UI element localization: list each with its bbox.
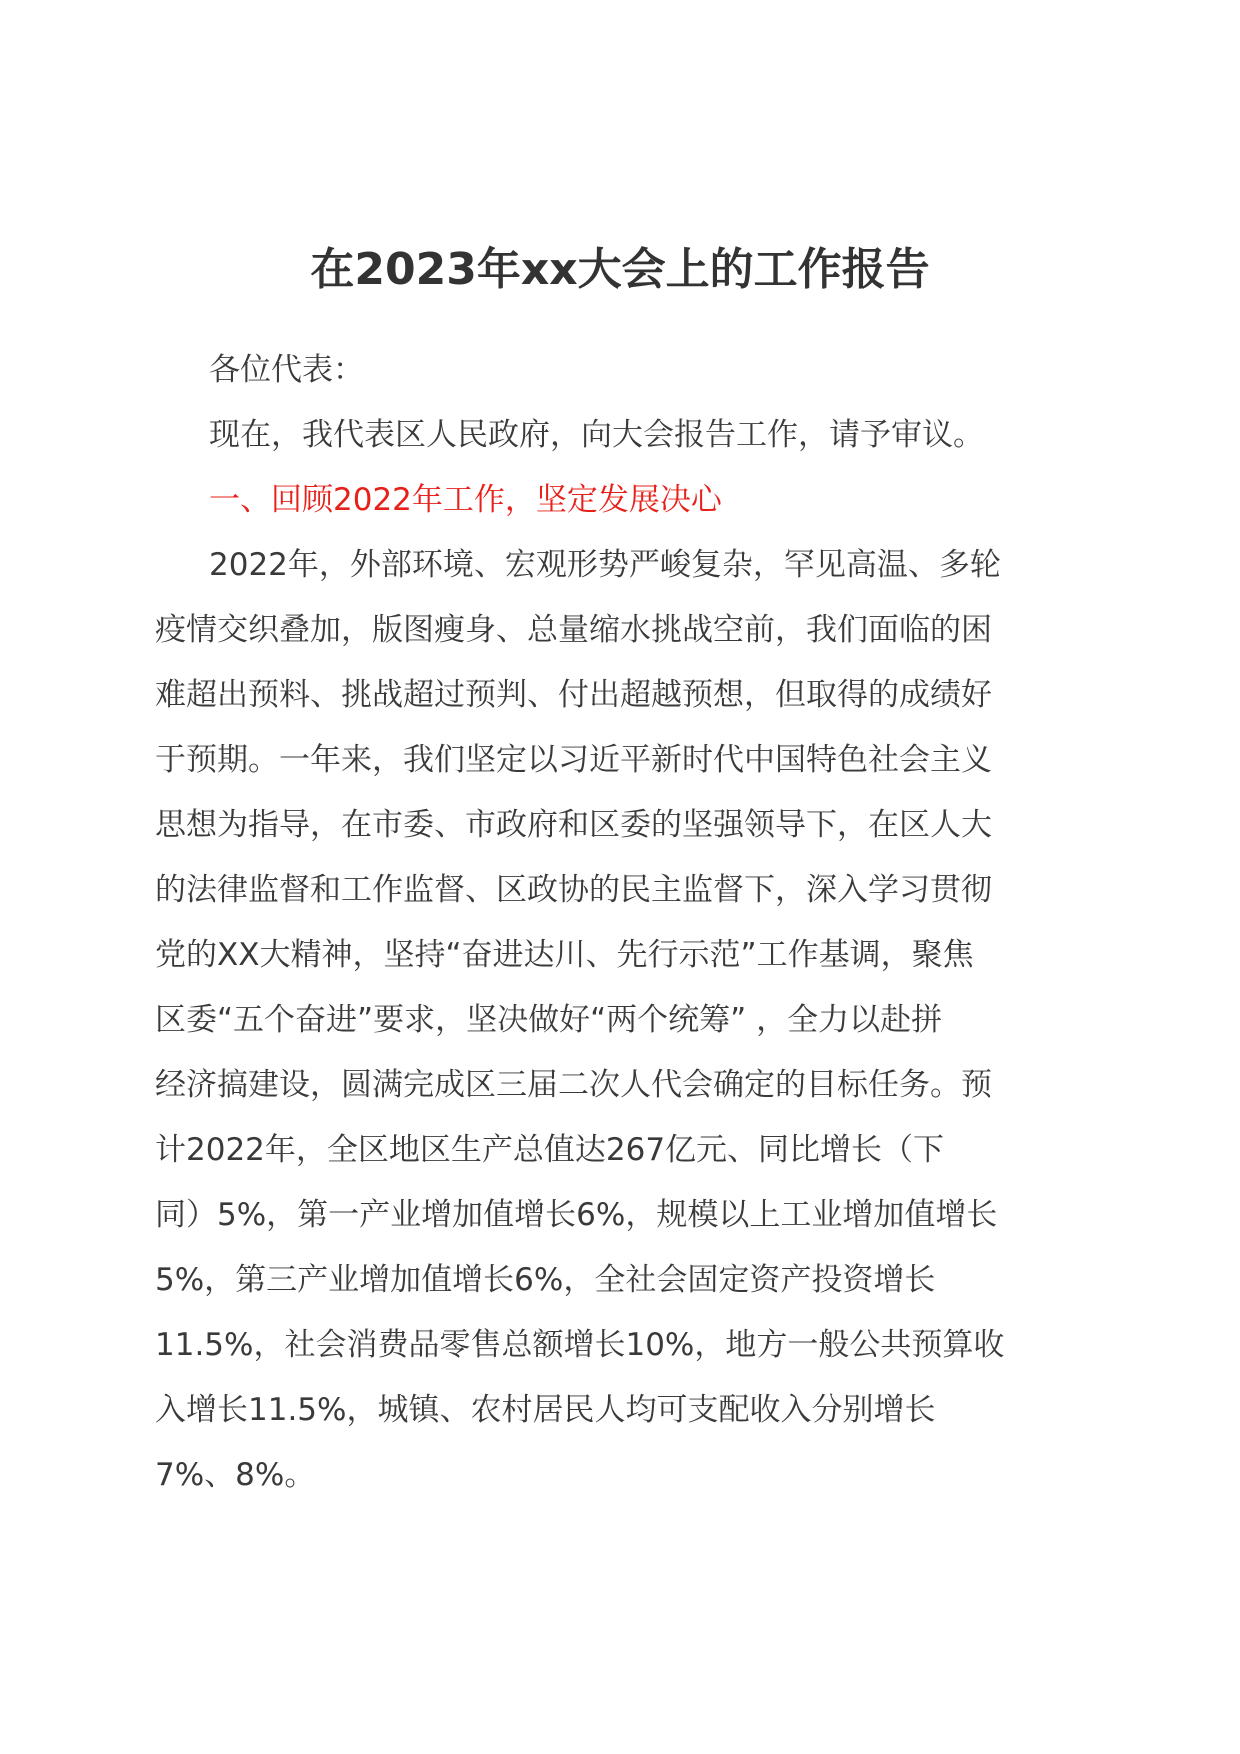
paragraph-line: 11.5%，社会消费品零售总额增长10%，地方一般公共预算收 bbox=[155, 1327, 1005, 1363]
paragraph-line: 入增长11.5%，城镇、农村居民人均可支配收入分别增长 bbox=[155, 1392, 936, 1428]
paragraph-line: 的法律监督和工作监督、区政协的民主监督下，深入学习贯彻 bbox=[155, 872, 992, 908]
body-paragraph bbox=[155, 533, 1100, 1508]
paragraph-line: 7%、8%。 bbox=[155, 1457, 316, 1493]
paragraph-line: 同）5%，第一产业增加值增长6%，规模以上工业增加值增长 bbox=[155, 1197, 998, 1233]
paragraph-line: 于预期。一年来，我们坚定以习近平新时代中国特色社会主义 bbox=[155, 742, 992, 778]
salutation: 各位代表： bbox=[209, 352, 364, 388]
paragraph-line: 区委“五个奋进”要求，坚决做好“两个统筹” ，全力以赴拼 bbox=[155, 1002, 943, 1038]
paragraph-line: 难超出预料、挑战超过预判、付出超越预想，但取得的成绩好 bbox=[155, 677, 992, 713]
intro-paragraph: 现在，我代表区人民政府，向大会报告工作，请予审议。 bbox=[209, 417, 984, 453]
paragraph-line: 2022年，外部环境、宏观形势严峻复杂，罕见高温、多轮 bbox=[209, 547, 1001, 583]
paragraph-line: 党的XX大精神，坚持“奋进达川、先行示范”工作基调，聚焦 bbox=[155, 937, 974, 973]
paragraph-line: 5%，第三产业增加值增长6%，全社会固定资产投资增长 bbox=[155, 1262, 936, 1298]
paragraph-line: 计2022年，全区地区生产总值达267亿元、同比增长（下 bbox=[155, 1132, 945, 1168]
paragraph-line: 思想为指导，在市委、市政府和区委的坚强领导下，在区人大 bbox=[155, 807, 992, 843]
document-title: 在2023年xx大会上的工作报告 bbox=[310, 244, 930, 295]
document-body bbox=[155, 338, 1100, 1508]
paragraph-line: 疫情交织叠加，版图瘦身、总量缩水挑战空前，我们面临的困 bbox=[155, 612, 992, 648]
paragraph-line: 经济搞建设，圆满完成区三届二次人代会确定的目标任务。预 bbox=[155, 1067, 992, 1103]
section-heading: 一、回顾2022年工作，坚定发展决心 bbox=[209, 482, 722, 518]
